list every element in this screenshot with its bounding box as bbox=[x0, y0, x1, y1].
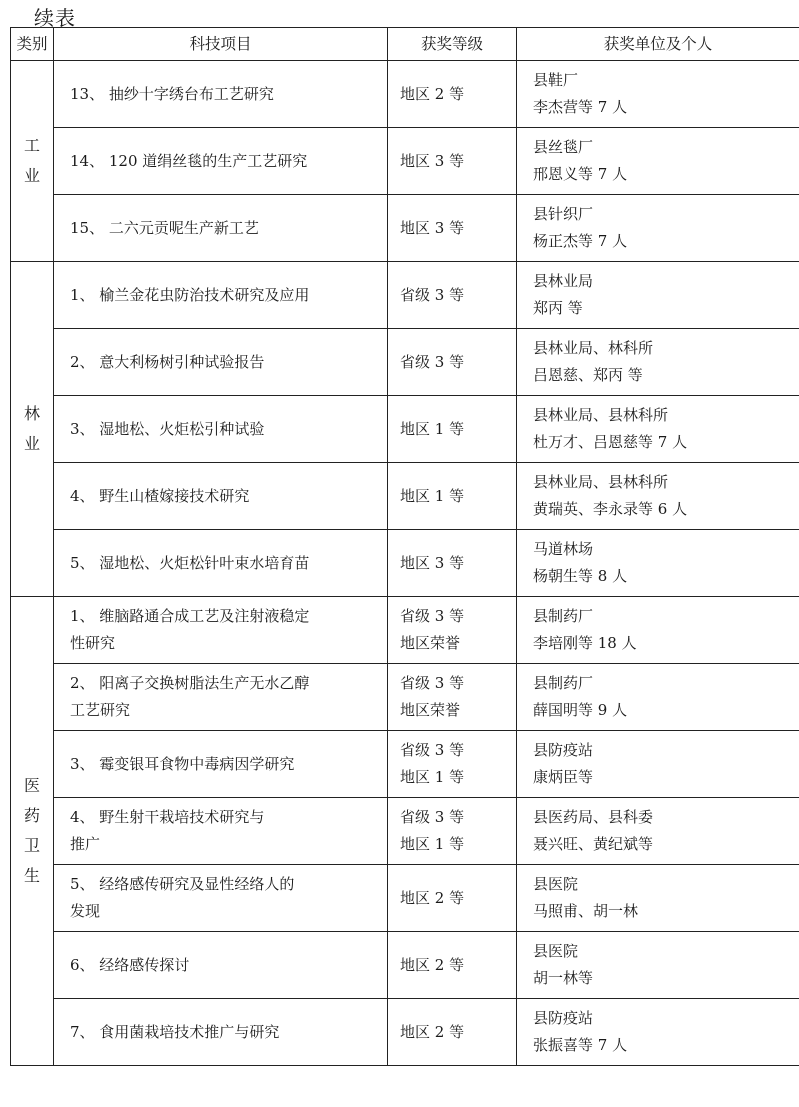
winner-text: 杨朝生等 8 人 bbox=[533, 567, 628, 585]
winner-text: 杜万才、吕恩慈等 7 人 bbox=[533, 433, 688, 451]
grade-text: 地区 3 等 bbox=[400, 553, 465, 572]
project-text: 4、 野生射干栽培技术研究与 bbox=[70, 808, 265, 826]
winner-text: 杨正杰等 7 人 bbox=[533, 232, 628, 250]
grade-cell bbox=[388, 396, 517, 463]
winner-cell bbox=[517, 262, 799, 329]
winner-text: 县医药局、县科委 bbox=[533, 808, 654, 826]
category-char: 药 bbox=[23, 806, 40, 825]
project-cell bbox=[54, 664, 388, 731]
table-row bbox=[11, 530, 799, 597]
table-row bbox=[11, 597, 799, 664]
project-text: 13、 抽纱十字绣台布工艺研究 bbox=[70, 84, 274, 103]
winner-text: 县针织厂 bbox=[533, 205, 594, 223]
grade-text: 地区 3 等 bbox=[400, 218, 465, 237]
winner-text: 胡一林等 bbox=[533, 969, 594, 987]
table-row bbox=[11, 932, 799, 999]
project-text: 2、 意大利杨树引种试验报告 bbox=[70, 352, 265, 371]
project-text: 14、 120 道绢丝毯的生产工艺研究 bbox=[70, 151, 308, 170]
project-cell bbox=[54, 731, 388, 798]
winner-text: 马道林场 bbox=[533, 540, 594, 558]
project-cell bbox=[54, 195, 388, 262]
project-cell bbox=[54, 999, 388, 1066]
project-text: 1、 榆兰金花虫防治技术研究及应用 bbox=[70, 285, 310, 304]
project-text: 5、 湿地松、火炬松针叶束水培育苗 bbox=[70, 553, 310, 572]
project-text: 5、 经络感传研究及显性经络人的 bbox=[70, 875, 295, 893]
winner-cell bbox=[517, 932, 799, 999]
project-cell bbox=[54, 463, 388, 530]
grade-cell bbox=[388, 999, 517, 1066]
winner-text: 县防疫站 bbox=[533, 1009, 594, 1027]
project-text: 3、 霉变银耳食物中毒病因学研究 bbox=[70, 754, 295, 773]
winner-text: 黄瑞英、李永录等 6 人 bbox=[533, 500, 688, 518]
project-text: 2、 阳离子交换树脂法生产无水乙醇 bbox=[70, 674, 310, 692]
project-cell bbox=[54, 61, 388, 128]
page-title: 续表 bbox=[34, 6, 76, 30]
project-cell bbox=[54, 262, 388, 329]
header-grade: 获奖等级 bbox=[388, 28, 517, 61]
winner-text: 薛国明等 9 人 bbox=[533, 701, 628, 719]
project-text: 7、 食用菌栽培技术推广与研究 bbox=[70, 1022, 280, 1041]
project-text: 性研究 bbox=[70, 634, 116, 652]
category-cell bbox=[11, 262, 54, 597]
winner-cell bbox=[517, 530, 799, 597]
grade-text: 地区 1 等 bbox=[400, 419, 465, 438]
table-row bbox=[11, 798, 799, 865]
winner-text: 邢恩义等 7 人 bbox=[533, 165, 628, 183]
category-char: 工 bbox=[23, 136, 40, 155]
winner-cell bbox=[517, 61, 799, 128]
grade-text: 省级 3 等 bbox=[400, 808, 465, 826]
grade-text: 省级 3 等 bbox=[400, 352, 465, 371]
category-char: 业 bbox=[23, 166, 40, 185]
grade-text: 省级 3 等 bbox=[400, 607, 465, 625]
winner-text: 县林业局、县林科所 bbox=[533, 473, 669, 491]
grade-cell bbox=[388, 932, 517, 999]
winner-text: 县制药厂 bbox=[533, 607, 594, 625]
winner-text: 县林业局 bbox=[533, 272, 594, 290]
project-cell bbox=[54, 798, 388, 865]
table-row bbox=[11, 396, 799, 463]
project-text: 6、 经络感传探讨 bbox=[70, 955, 190, 974]
winner-text: 县丝毯厂 bbox=[533, 138, 594, 156]
project-cell bbox=[54, 597, 388, 664]
winner-text: 县林业局、县林科所 bbox=[533, 406, 669, 424]
awards-table bbox=[10, 27, 799, 1066]
grade-cell bbox=[388, 128, 517, 195]
grade-text: 地区荣誉 bbox=[400, 701, 461, 719]
winner-cell bbox=[517, 865, 799, 932]
grade-cell bbox=[388, 262, 517, 329]
grade-text: 地区 2 等 bbox=[400, 888, 465, 907]
winner-text: 县医院 bbox=[533, 942, 579, 960]
winner-text: 县林业局、林科所 bbox=[533, 339, 654, 357]
winner-text: 聂兴旺、黄纪斌等 bbox=[533, 835, 654, 853]
grade-cell bbox=[388, 664, 517, 731]
table-row bbox=[11, 865, 799, 932]
winner-text: 李杰营等 7 人 bbox=[533, 98, 628, 116]
winner-text: 张振喜等 7 人 bbox=[533, 1036, 628, 1054]
project-cell bbox=[54, 128, 388, 195]
table-row bbox=[11, 329, 799, 396]
table-row bbox=[11, 128, 799, 195]
winner-text: 康炳臣等 bbox=[533, 768, 594, 786]
category-char: 卫 bbox=[23, 836, 40, 855]
category-char: 业 bbox=[23, 434, 40, 453]
grade-text: 地区 2 等 bbox=[400, 1022, 465, 1041]
table-row bbox=[11, 999, 799, 1066]
project-text: 15、 二六元贡呢生产新工艺 bbox=[70, 218, 259, 237]
grade-text: 地区 2 等 bbox=[400, 955, 465, 974]
grade-text: 地区 1 等 bbox=[400, 768, 465, 786]
project-cell bbox=[54, 932, 388, 999]
grade-text: 省级 3 等 bbox=[400, 674, 465, 692]
table-row bbox=[11, 195, 799, 262]
winner-cell bbox=[517, 798, 799, 865]
category-char: 医 bbox=[23, 776, 40, 795]
project-text: 工艺研究 bbox=[70, 701, 131, 719]
project-text: 发现 bbox=[70, 902, 101, 920]
grade-text: 地区 2 等 bbox=[400, 84, 465, 103]
header-category: 类别 bbox=[11, 28, 54, 61]
category-cell bbox=[11, 61, 54, 262]
winner-cell bbox=[517, 396, 799, 463]
grade-text: 地区 1 等 bbox=[400, 486, 465, 505]
table-body bbox=[11, 61, 799, 1066]
project-text: 3、 湿地松、火炬松引种试验 bbox=[70, 419, 265, 438]
winner-cell bbox=[517, 597, 799, 664]
grade-cell bbox=[388, 597, 517, 664]
grade-cell bbox=[388, 463, 517, 530]
winner-cell bbox=[517, 664, 799, 731]
grade-cell bbox=[388, 530, 517, 597]
project-cell bbox=[54, 329, 388, 396]
grade-text: 省级 3 等 bbox=[400, 285, 465, 304]
grade-cell bbox=[388, 865, 517, 932]
project-text: 1、 维脑路通合成工艺及注射液稳定 bbox=[70, 607, 310, 625]
project-text: 推广 bbox=[70, 835, 101, 853]
table-row bbox=[11, 664, 799, 731]
project-cell bbox=[54, 865, 388, 932]
category-cell bbox=[11, 597, 54, 1066]
grade-text: 省级 3 等 bbox=[400, 741, 465, 759]
category-char: 林 bbox=[23, 404, 40, 423]
winner-text: 县鞋厂 bbox=[533, 71, 579, 89]
winner-text: 县防疫站 bbox=[533, 741, 594, 759]
grade-cell bbox=[388, 195, 517, 262]
category-char: 生 bbox=[23, 866, 40, 885]
table-row bbox=[11, 262, 799, 329]
winner-text: 县制药厂 bbox=[533, 674, 594, 692]
winner-text: 吕恩慈、郑丙 等 bbox=[533, 366, 643, 384]
winner-cell bbox=[517, 128, 799, 195]
project-text: 4、 野生山楂嫁接技术研究 bbox=[70, 486, 250, 505]
project-cell bbox=[54, 530, 388, 597]
project-cell bbox=[54, 396, 388, 463]
grade-text: 地区荣誉 bbox=[400, 634, 461, 652]
winner-cell bbox=[517, 463, 799, 530]
grade-cell bbox=[388, 731, 517, 798]
winner-cell bbox=[517, 195, 799, 262]
grade-cell bbox=[388, 61, 517, 128]
winner-text: 李培刚等 18 人 bbox=[533, 634, 637, 652]
winner-cell bbox=[517, 731, 799, 798]
winner-text: 县医院 bbox=[533, 875, 579, 893]
winner-cell bbox=[517, 999, 799, 1066]
winner-cell bbox=[517, 329, 799, 396]
table-header-row bbox=[11, 28, 799, 61]
grade-text: 地区 1 等 bbox=[400, 835, 465, 853]
winner-text: 马照甫、胡一林 bbox=[533, 902, 639, 920]
grade-cell bbox=[388, 329, 517, 396]
table-row bbox=[11, 463, 799, 530]
table-row bbox=[11, 61, 799, 128]
header-project: 科技项目 bbox=[54, 28, 388, 61]
grade-text: 地区 3 等 bbox=[400, 151, 465, 170]
winner-text: 郑丙 等 bbox=[533, 299, 583, 317]
table-row bbox=[11, 731, 799, 798]
header-winner: 获奖单位及个人 bbox=[517, 28, 799, 61]
grade-cell bbox=[388, 798, 517, 865]
